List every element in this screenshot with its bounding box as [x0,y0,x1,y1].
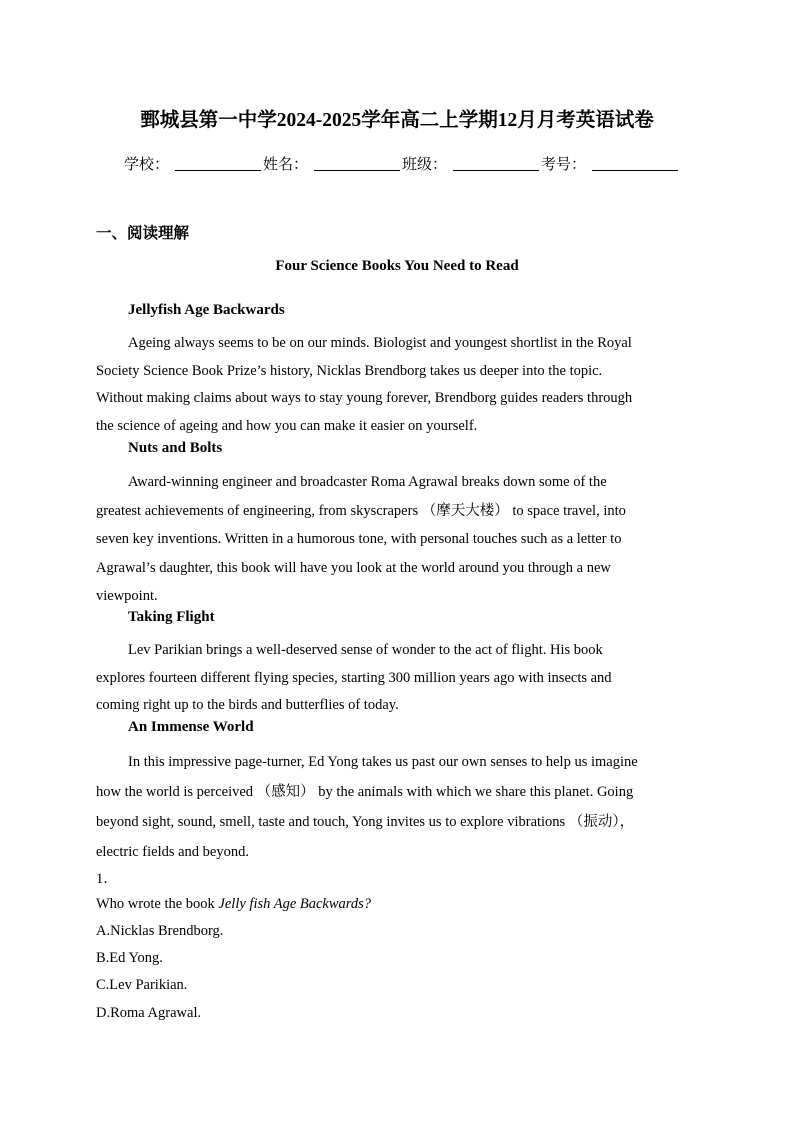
line: beyond sight, sound, smell, taste and touch, Yong invites us to explore vibrations （振动）， [96,814,635,830]
name-blank [314,156,400,171]
line: Award-winning engineer and broadcaster Roma Agrawal breaks down some of the [128,474,607,490]
line: Agrawal’s daughter, this book will have you look at the world around you through a new [96,559,611,576]
exam-title: 鄄城县第一中学2024-2025学年高二上学期12月月考英语试卷 [140,110,654,131]
question-stem-book-title: Jelly fish Age Backwards? [218,896,372,912]
line: coming right up to the birds and butterflies of today. [96,697,399,713]
question-stem [96,896,371,913]
book-heading-4: An Immense World [128,719,254,735]
student-info-row [124,153,680,174]
line: electric fields and beyond. [96,844,249,860]
book-paragraph-4 [96,747,690,867]
book-heading-3: Taking Flight [128,609,215,625]
question-number: 1． [96,871,118,887]
exam-number-label: 考号： [541,155,587,173]
exam-number-blank [592,156,678,171]
book-paragraph-1 [96,330,690,440]
class-label: 班级： [402,155,448,173]
book-paragraph-2 [96,468,690,611]
option-a[interactable]: A.Nicklas Brendborg. [96,923,224,939]
line: seven key inventions. Written in a humorous tone, with personal touches such as a letter to [96,531,622,547]
book-heading-1: Jellyfish Age Backwards [128,302,285,318]
line: the science of ageing and how you can make it easier on yourself. [96,417,478,434]
line: explores fourteen different flying species, starting 300 million years ago with insects and [96,669,612,686]
line: Lev Parikian brings a well-deserved sense of wonder to the act of flight. His book [128,642,603,658]
book-heading-2: Nuts and Bolts [128,440,223,456]
class-blank [453,156,539,171]
option-c[interactable]: C.Lev Parikian. [96,977,188,993]
line: Ageing always seems to be on our minds. Biologist and youngest shortlist in the Royal [128,335,632,351]
option-d[interactable]: D.Roma Agrawal. [96,1005,202,1021]
question-stem-prefix: Who wrote the book [96,896,219,912]
article-title: Four Science Books You Need to Read [275,258,519,274]
option-b[interactable]: B.Ed Yong. [96,950,163,966]
line: viewpoint. [96,588,158,604]
name-label: 姓名： [263,155,309,173]
school-blank [175,156,261,171]
line: Society Science Book Prize’s history, Nicklas Brendborg takes us deeper into the topic. [96,362,603,379]
line: In this impressive page-turner, Ed Yong takes us past our own senses to help us imagine [128,754,638,770]
line: Without making claims about ways to stay young forever, Brendborg guides readers through [96,390,633,406]
line: how the world is perceived （感知） by the animals with which we share this planet. Going [96,784,634,800]
line: greatest achievements of engineering, from skyscrapers （摩天大楼） to space travel, into [96,502,626,519]
school-label: 学校： [124,155,170,173]
book-paragraph-3 [96,637,690,720]
section-title: 一、阅读理解 [96,224,190,242]
